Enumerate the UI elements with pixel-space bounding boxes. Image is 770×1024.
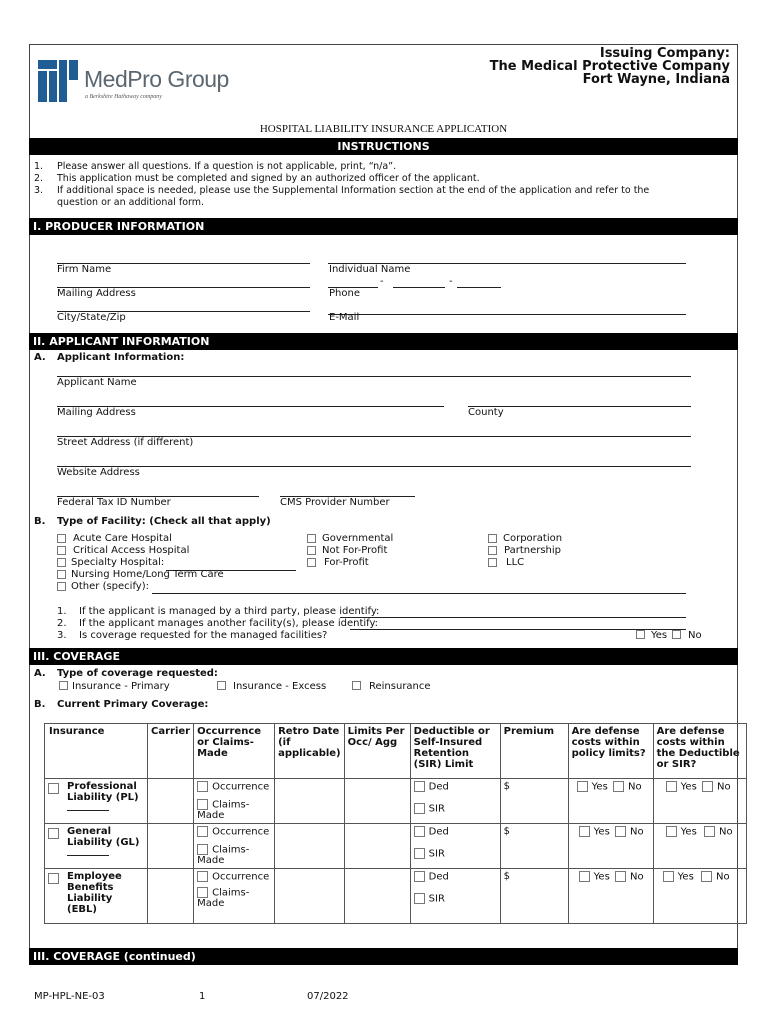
no-checkbox[interactable] — [615, 826, 626, 837]
defense-limits-cell — [568, 779, 653, 824]
dollar-sign: $ — [503, 781, 511, 792]
question-num: 2. — [57, 618, 67, 629]
retro-date-cell[interactable] — [275, 869, 345, 924]
coverage-type-option: Insurance - Primary — [72, 681, 170, 692]
premium-cell[interactable] — [500, 824, 568, 869]
facility-checkbox[interactable] — [488, 534, 497, 543]
other-specify-field[interactable] — [152, 593, 686, 594]
table-row — [45, 869, 747, 924]
facility-checkbox[interactable] — [57, 534, 66, 543]
facility-option: Critical Access Hospital — [73, 545, 190, 556]
yes-checkbox[interactable] — [666, 781, 677, 792]
question-text: Is coverage requested for the managed facilities? — [79, 630, 328, 641]
instruction-item: question or an additional form. — [57, 197, 205, 208]
facility-option: Governmental — [322, 533, 394, 544]
claims-made-label: Claims-Made — [197, 887, 250, 909]
email-label: E-Mail — [329, 312, 360, 323]
coverage-sub-a: Type of coverage requested: — [57, 668, 218, 679]
occurrence-label: Occurrence — [212, 826, 270, 838]
facility-option: LLC — [506, 557, 525, 568]
instructions-list — [34, 161, 730, 209]
claims-made-checkbox[interactable] — [197, 844, 208, 855]
logo-text: MedPro Group — [84, 66, 229, 92]
insurance-name: General Liability (GL) — [67, 826, 140, 848]
sir-label: SIR — [428, 893, 445, 904]
coverage-sub-b: Current Primary Coverage: — [57, 699, 209, 710]
yes-checkbox[interactable] — [577, 781, 588, 792]
page-title: HOSPITAL LIABILITY INSURANCE APPLICATION — [259, 123, 508, 135]
dollar-sign: $ — [503, 871, 511, 882]
yes-checkbox[interactable] — [663, 871, 674, 882]
occurrence-checkbox[interactable] — [197, 781, 208, 792]
instruction-item: 2. This application must be completed and signed by an authorized officer of the applicant. — [34, 173, 480, 184]
website-field[interactable] — [57, 466, 691, 467]
insurance-blank[interactable] — [67, 855, 109, 856]
ded-checkbox[interactable] — [414, 871, 425, 882]
managed-yes-checkbox[interactable] — [636, 630, 645, 639]
no-checkbox[interactable] — [701, 871, 712, 882]
occurrence-cell — [194, 824, 275, 869]
firm-name-label: Firm Name — [57, 264, 112, 275]
limits-cell[interactable] — [344, 824, 410, 869]
phone-dash: - — [380, 276, 384, 287]
defense-deductible-cell — [653, 824, 746, 869]
table-row — [45, 779, 747, 824]
sir-label: SIR — [428, 848, 445, 859]
retro-date-cell[interactable] — [275, 779, 345, 824]
medpro-logo-mark — [38, 60, 78, 102]
no-label: No — [688, 630, 702, 641]
city-state-zip-label: City/State/Zip — [57, 312, 126, 323]
defense-limits-cell — [568, 824, 653, 869]
ded-label: Ded — [428, 781, 449, 793]
applicant-name-label: Applicant Name — [57, 377, 137, 388]
website-label: Website Address — [57, 467, 140, 478]
insurance-cell — [45, 824, 148, 869]
coverage-continued-heading: III. COVERAGE (continued) — [29, 948, 738, 965]
coverage-type-checkbox[interactable] — [352, 681, 361, 690]
insurance-name: Employee Benefits Liability (EBL) — [67, 871, 122, 915]
dollar-sign: $ — [503, 826, 511, 837]
column-header: Are defense costs within the Deductible or SIR? — [653, 724, 746, 779]
applicant-mailing-label: Mailing Address — [57, 407, 136, 418]
third-party-field[interactable] — [340, 617, 686, 618]
limits-cell[interactable] — [344, 869, 410, 924]
facility-checkbox[interactable] — [57, 546, 66, 555]
column-header: Insurance — [45, 724, 148, 779]
company-city: Fort Wayne, Indiana — [582, 72, 730, 87]
facility-option: Specialty Hospital: — [71, 557, 165, 568]
phone-dash: - — [449, 276, 453, 287]
no-checkbox[interactable] — [613, 781, 624, 792]
yes-label: Yes — [680, 781, 697, 793]
column-header: Occurrence or Claims-Made — [194, 724, 275, 779]
deductible-cell — [410, 779, 500, 824]
street-address-label: Street Address (if different) — [57, 437, 194, 448]
row-checkbox[interactable] — [48, 783, 59, 794]
facility-checkbox[interactable] — [307, 534, 316, 543]
issuing-company-block — [490, 47, 730, 86]
coverage-type-checkbox[interactable] — [217, 681, 226, 690]
no-checkbox[interactable] — [615, 871, 626, 882]
county-label: County — [468, 407, 504, 418]
applicant-sub-b-letter: B. — [34, 516, 46, 527]
row-checkbox[interactable] — [48, 828, 59, 839]
form-date: 07/2022 — [307, 991, 349, 1002]
managed-no-checkbox[interactable] — [672, 630, 681, 639]
company-name: The Medical Protective Company — [489, 59, 730, 74]
facility-checkbox[interactable] — [488, 558, 497, 567]
applicant-name-field[interactable] — [57, 376, 691, 377]
claims-made-checkbox[interactable] — [197, 887, 208, 898]
facility-option: Nursing Home/Long Term Care — [71, 569, 224, 580]
cms-label: CMS Provider Number — [280, 497, 390, 508]
occurrence-checkbox[interactable] — [197, 871, 208, 882]
no-checkbox[interactable] — [702, 781, 713, 792]
sir-label: SIR — [428, 803, 445, 814]
column-header: Carrier — [148, 724, 194, 779]
defense-deductible-cell — [653, 869, 746, 924]
no-checkbox[interactable] — [704, 826, 715, 837]
retro-date-cell[interactable] — [275, 824, 345, 869]
coverage-type-option: Reinsurance — [369, 681, 431, 692]
no-label: No — [718, 826, 733, 838]
facility-checkbox[interactable] — [307, 546, 316, 555]
facility-option: Partnership — [504, 545, 562, 556]
sir-checkbox[interactable] — [414, 848, 425, 859]
coverage-sub-a-letter: A. — [34, 668, 46, 679]
sir-checkbox[interactable] — [414, 893, 425, 904]
no-label: No — [629, 826, 644, 838]
claims-made-checkbox[interactable] — [197, 799, 208, 810]
no-label: No — [627, 781, 642, 793]
yes-checkbox[interactable] — [579, 826, 590, 837]
facility-option: Acute Care Hospital — [73, 533, 172, 544]
applicant-sub-a: Applicant Information: — [57, 352, 185, 363]
phone-prefix-field[interactable] — [393, 287, 445, 288]
fed-tax-label: Federal Tax ID Number — [57, 497, 171, 508]
defense-deductible-cell — [653, 779, 746, 824]
form-id: MP-HPL-NE-03 — [34, 991, 105, 1002]
deductible-cell — [410, 869, 500, 924]
instruction-item: 1. Please answer all questions. If a question is not applicable, print, “n/a”. — [34, 161, 397, 172]
occurrence-label: Occurrence — [212, 871, 270, 883]
ded-label: Ded — [428, 871, 449, 883]
producer-heading: I. PRODUCER INFORMATION — [29, 218, 738, 235]
column-header: Retro Date (if applicable) — [275, 724, 345, 779]
coverage-type-checkbox[interactable] — [59, 681, 68, 690]
issuing-label: Issuing Company: — [599, 46, 730, 61]
premium-cell[interactable] — [500, 779, 568, 824]
facility-option: Other (specify): — [71, 581, 149, 592]
no-label: No — [629, 871, 644, 883]
ded-checkbox[interactable] — [414, 781, 425, 792]
coverage-type-option: Insurance - Excess — [233, 681, 327, 692]
applicant-sub-a-letter: A. — [34, 352, 46, 363]
occurrence-cell — [194, 779, 275, 824]
coverage-heading: III. COVERAGE — [29, 648, 738, 665]
facility-option: Corporation — [503, 533, 563, 544]
facility-checkbox[interactable] — [488, 546, 497, 555]
carrier-cell[interactable] — [148, 869, 194, 924]
no-label: No — [715, 871, 730, 883]
claims-made-label: Claims-Made — [197, 799, 250, 821]
column-header: Limits Per Occ/ Agg — [344, 724, 410, 779]
question-text: If the applicant is managed by a third party, please identify: — [79, 606, 380, 617]
premium-cell[interactable] — [500, 869, 568, 924]
claims-made-label: Claims-Made — [197, 844, 250, 866]
phone-label: Phone — [329, 288, 360, 299]
yes-label: Yes — [593, 871, 610, 883]
ded-label: Ded — [428, 826, 449, 838]
phone-line-field[interactable] — [457, 287, 501, 288]
column-header: Premium — [500, 724, 568, 779]
limits-cell[interactable] — [344, 779, 410, 824]
insurance-blank[interactable] — [67, 810, 109, 811]
applicant-sub-b: Type of Facility: (Check all that apply) — [57, 516, 271, 527]
insurance-cell — [45, 869, 148, 924]
coverage-table — [44, 723, 747, 924]
yes-label: Yes — [677, 871, 694, 883]
coverage-sub-b-letter: B. — [34, 699, 46, 710]
occurrence-label: Occurrence — [212, 781, 270, 793]
ded-checkbox[interactable] — [414, 826, 425, 837]
instruction-item: 3. If additional space is needed, please use the Supplemental Information section at the end of the application and refer to the — [34, 185, 650, 196]
yes-checkbox[interactable] — [666, 826, 677, 837]
carrier-cell[interactable] — [148, 824, 194, 869]
yes-label: Yes — [591, 781, 608, 793]
table-row — [45, 824, 747, 869]
yes-label: Yes — [651, 630, 668, 641]
deductible-cell — [410, 824, 500, 869]
page-number: 1 — [199, 991, 206, 1002]
yes-checkbox[interactable] — [579, 871, 590, 882]
logo-tagline: a Berkshire Hathaway company — [85, 94, 162, 100]
question-num: 3. — [57, 630, 67, 641]
carrier-cell[interactable] — [148, 779, 194, 824]
occurrence-cell — [194, 869, 275, 924]
facility-checkbox[interactable] — [57, 570, 66, 579]
question-text: If the applicant manages another facility(s), please identify: — [79, 618, 379, 629]
row-checkbox[interactable] — [48, 873, 59, 884]
instructions-heading: INSTRUCTIONS — [29, 138, 738, 155]
occurrence-checkbox[interactable] — [197, 826, 208, 837]
individual-name-label: Individual Name — [329, 264, 411, 275]
facility-checkbox[interactable] — [57, 582, 66, 591]
yes-label: Yes — [680, 826, 697, 838]
insurance-name: Professional Liability (PL) — [67, 781, 139, 803]
column-header: Are defense costs within policy limits? — [568, 724, 653, 779]
yes-label: Yes — [593, 826, 610, 838]
no-label: No — [716, 781, 731, 793]
defense-limits-cell — [568, 869, 653, 924]
email-field[interactable] — [328, 314, 686, 315]
facility-checkbox[interactable] — [57, 558, 66, 567]
facility-option: Not For-Profit — [322, 545, 388, 556]
facility-checkbox[interactable] — [307, 558, 316, 567]
mailing-address-label: Mailing Address — [57, 288, 136, 299]
facility-option: For-Profit — [324, 557, 369, 568]
medpro-logo — [38, 60, 248, 106]
insurance-cell — [45, 779, 148, 824]
question-num: 1. — [57, 606, 67, 617]
applicant-heading: II. APPLICANT INFORMATION — [29, 333, 738, 350]
column-header: Deductible or Self-Insured Retention (SIR) Limit — [410, 724, 500, 779]
sir-checkbox[interactable] — [414, 803, 425, 814]
table-header-row — [45, 724, 747, 779]
